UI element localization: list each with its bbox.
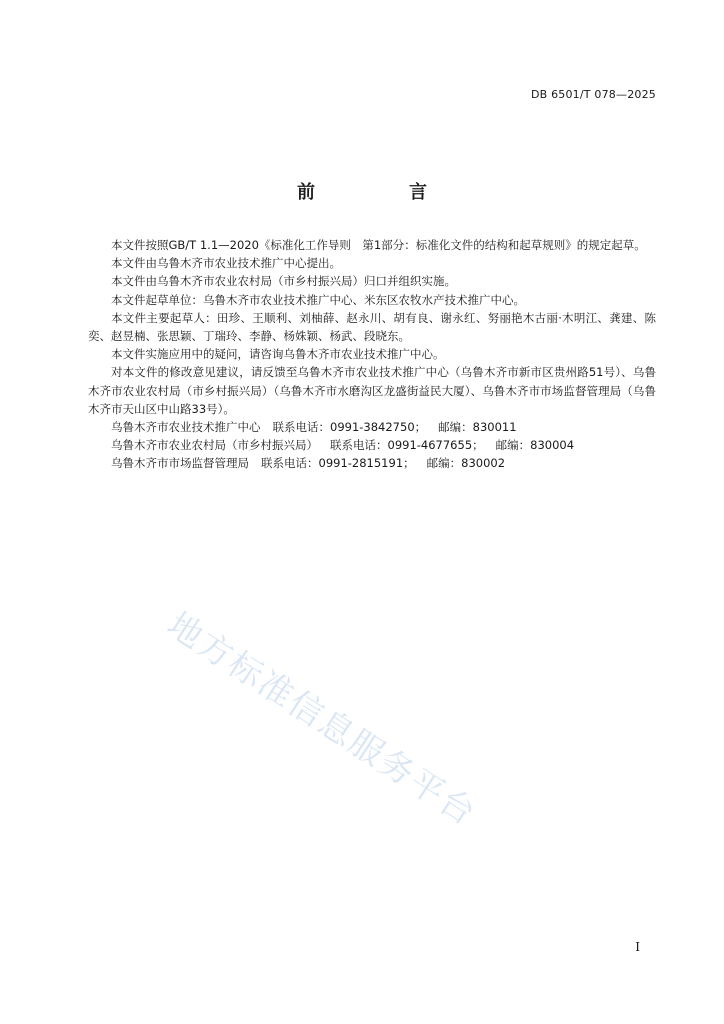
foreword-paragraph: 本文件实施应用中的疑问，请咨询乌鲁木齐市农业技术推广中心。: [111, 347, 445, 362]
contact-postcode: 邮编：830002: [426, 456, 506, 471]
foreword-paragraph: 本文件由乌鲁木齐市农业农村局（市乡村振兴局）归口并组织实施。: [111, 274, 456, 289]
contact-line: [88, 436, 656, 454]
page-title: 前 言: [297, 182, 465, 203]
contact-postcode: 邮编：830004: [495, 438, 575, 453]
contact-postcode: 邮编：830011: [438, 420, 517, 435]
foreword-paragraph: 本文件主要起草人：田珍、王顺利、刘柚薛、赵永川、胡有良、谢永红、努丽艳木古丽·木明江、龚建、陈奕、赵昱楠、张思颖、丁瑞玲、李静、杨姝颖、杨武、段晓东。: [88, 310, 656, 344]
foreword-body: [88, 236, 656, 473]
contact-phone: 联系电话：0991-2815191；: [261, 456, 415, 471]
contact-org: 乌鲁木齐市市场监督管理局: [111, 456, 249, 471]
foreword-paragraph: 本文件按照GB/T 1.1—2020《标准化工作导则 第1部分：标准化文件的结构和起草规则》的规定起草。: [111, 238, 646, 252]
contact-line: [88, 454, 656, 472]
contact-phone: 联系电话：0991-3842750；: [272, 420, 427, 435]
contact-org: 乌鲁木齐市农业技术推广中心: [111, 420, 261, 435]
watermark: 地方标准信息服务平台: [159, 604, 484, 835]
foreword-paragraph: 本文件由乌鲁木齐市农业技术推广中心提出。: [111, 256, 341, 271]
foreword-paragraph: 对本文件的修改意见建议，请反馈至乌鲁木齐市农业技术推广中心（乌鲁木齐市新市区贵州路51号）、乌鲁木齐市农业农村局（市乡村振兴局）（乌鲁木齐市水磨沟区龙盛街益民大厦）、乌鲁木齐市市场监督管理局（乌鲁木齐市天山区中山路33号）。: [88, 365, 656, 416]
foreword-paragraph: 本文件起草单位：乌鲁木齐市农业技术推广中心、米东区农牧水产技术推广中心。: [111, 292, 525, 307]
standard-code: DB 6501/T 078—2025: [530, 88, 656, 101]
contact-phone: 联系电话：0991-4677655；: [330, 438, 484, 453]
contact-org: 乌鲁木齐市农业农村局（市乡村振兴局）: [111, 438, 318, 453]
page-number: I: [635, 940, 640, 954]
contact-line: [88, 418, 656, 436]
